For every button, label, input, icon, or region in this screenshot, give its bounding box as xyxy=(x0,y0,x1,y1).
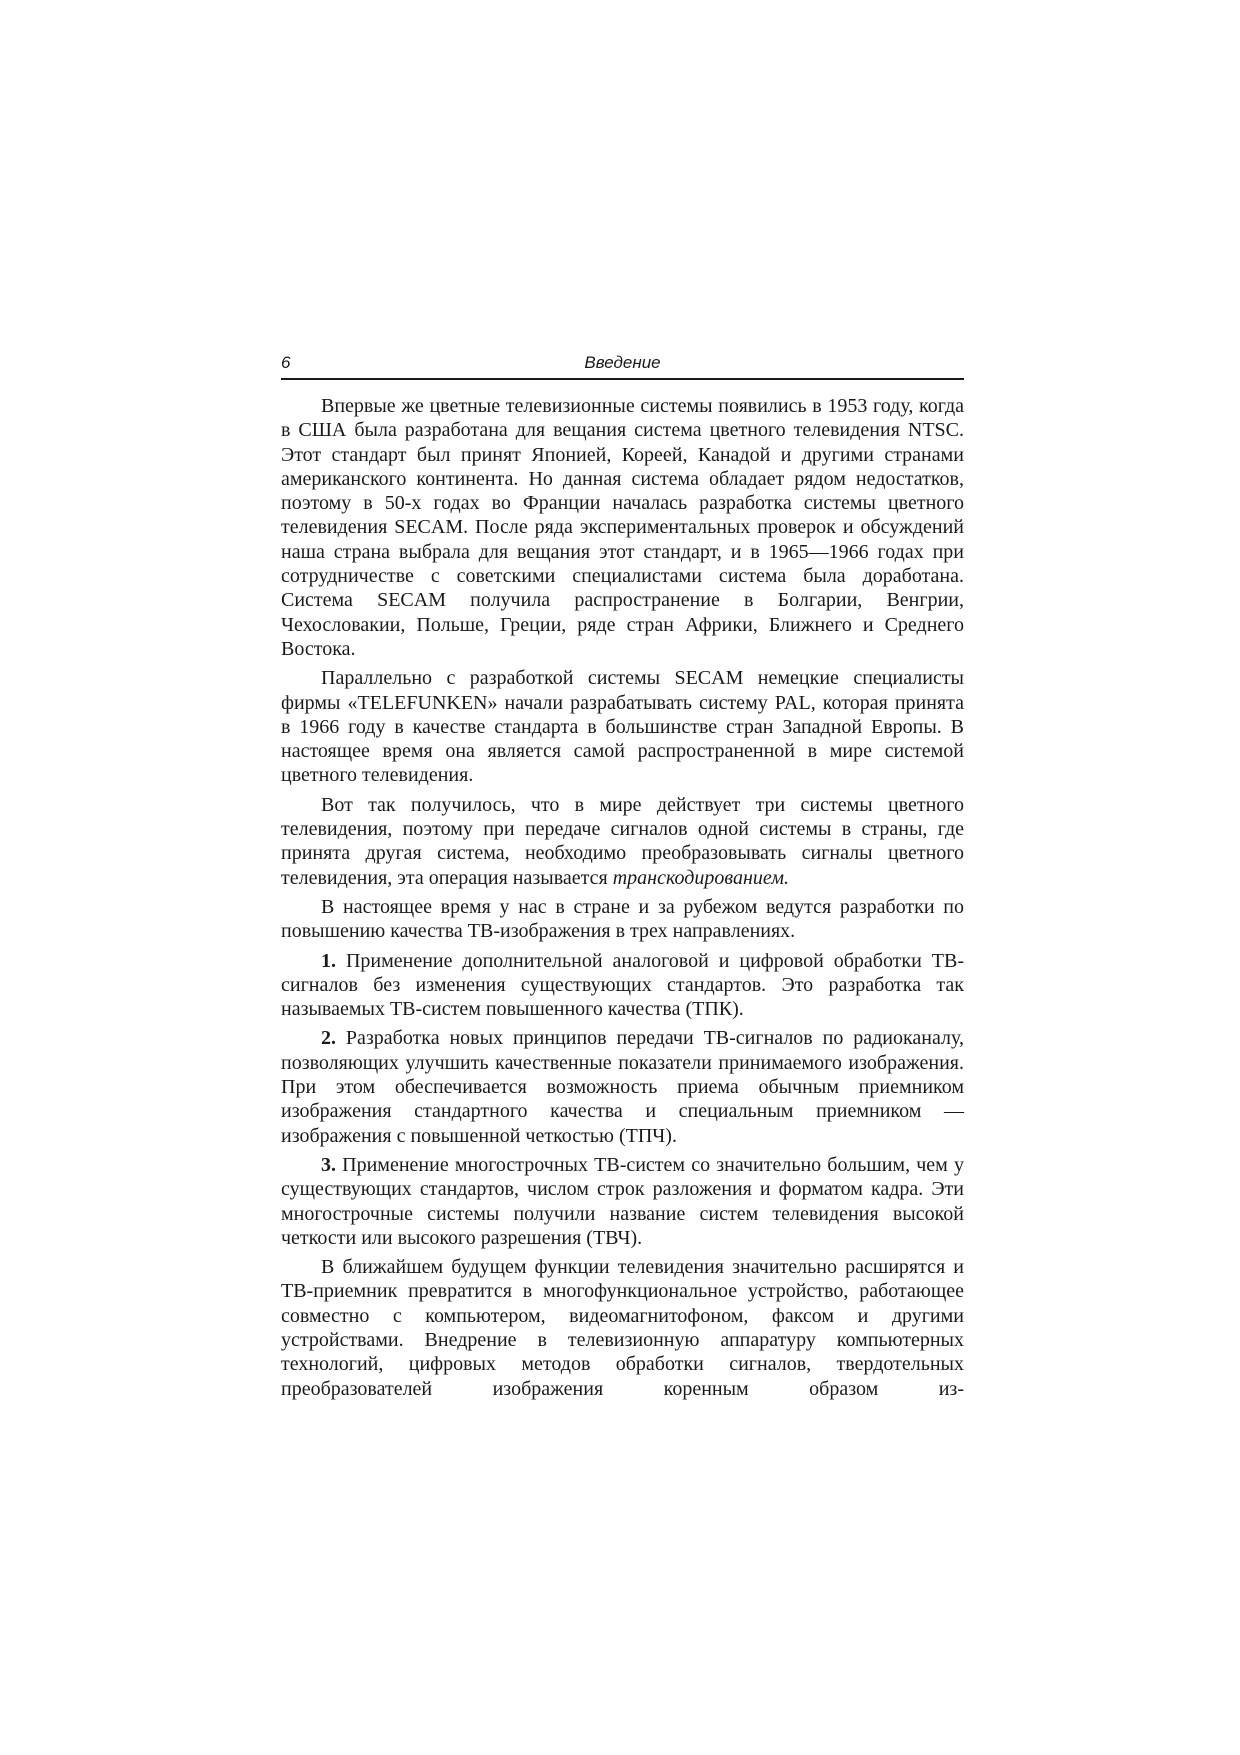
book-page xyxy=(281,350,964,1406)
running-head xyxy=(281,350,964,380)
paragraph-text: В настоящее время у нас в стране и за рубежом ведутся разработки по повышению качества ТВ-изображения в трех направлениях. xyxy=(281,895,964,943)
paragraph-text: Вот так получилось, что в мире действует три системы цветного телевидения, поэтому при передаче сигналов одной системы в страны, где принята другая система, необходимо преобразовывать сигналы цветного телевидения, эта операция называется xyxy=(281,793,964,889)
paragraph-text: Разработка новых принципов передачи ТВ-сигналов по радиоканалу, позволяющих улучшить качественные показатели принимаемого изображения. При этом обеспечивается возможность приема обычным приемником изображения стандартного качества и специальным приемником — изображения с повышенной четкостью (ТПЧ). xyxy=(281,1027,964,1147)
list-paragraph xyxy=(281,949,964,1022)
list-paragraph xyxy=(281,1026,964,1147)
section-title: Введение xyxy=(584,353,661,372)
paragraph xyxy=(281,666,964,787)
paragraph xyxy=(281,394,964,661)
paragraph-text: В ближайшем будущем функции телевидения значительно расширятся и ТВ-приемник превратится в многофункциональное устройство, работающее совместно с компьютером, видеомагнитофоном, факсом и другими устройствами. Внедрение в телевизионную аппаратуру компьютерных технологий, цифровых методов обработки сигналов, твердотельных преобразователей изображения коренным образом из- xyxy=(281,1256,964,1400)
paragraph xyxy=(281,793,964,890)
paragraph-text: Параллельно с разработкой системы SECAM немецкие специалисты фирмы «TELEFUNKEN» начали разрабатывать систему PAL, которая принята в 1966 году в качестве стандарта в большинстве стран Западной Европы. В настоящее время она является самой распространенной в мире системой цветного телевидения. xyxy=(281,667,964,787)
emphasized-term: транскодированием. xyxy=(612,866,790,889)
list-number: 1. xyxy=(321,949,336,972)
paragraph xyxy=(281,895,964,944)
page-number: 6 xyxy=(281,353,291,372)
list-number: 3. xyxy=(321,1153,336,1176)
paragraph-text: Применение многострочных ТВ-систем со значительно большим, чем у существующих стандартов, числом строк разложения и форматом кадра. Эти многострочные системы получили название систем телевидения высокой четкости или высокого разрешения (ТВЧ). xyxy=(281,1153,964,1249)
paragraph xyxy=(281,1255,964,1401)
list-number: 2. xyxy=(321,1027,336,1050)
body-text xyxy=(281,394,964,1401)
paragraph-text: Применение дополнительной аналоговой и цифровой обработки ТВ-сигналов без изменения существующих стандартов. Это разработка так называемых ТВ-систем повышенного качества (ТПК). xyxy=(281,949,964,1021)
paragraph-text: Впервые же цветные телевизионные системы появились в 1953 году, когда в США была разработана для вещания система цветного телевидения NTSC. Этот стандарт был принят Японией, Кореей, Канадой и другими странами американского континента. Но данная система обладает рядом недостатков, поэтому в 50-х годах во Франции началась разработка системы цветного телевидения SECAM. После ряда экспериментальных проверок и обсуждений наша страна выбрала для вещания этот стандарт, и в 1965—1966 годах при сотрудничестве с советскими специалистами система была доработана. Система SECAM получила распространение в Болгарии, Венгрии, Чехословакии, Польше, Греции, ряде стран Африки, Ближнего и Среднего Востока. xyxy=(281,395,964,660)
list-paragraph xyxy=(281,1153,964,1250)
